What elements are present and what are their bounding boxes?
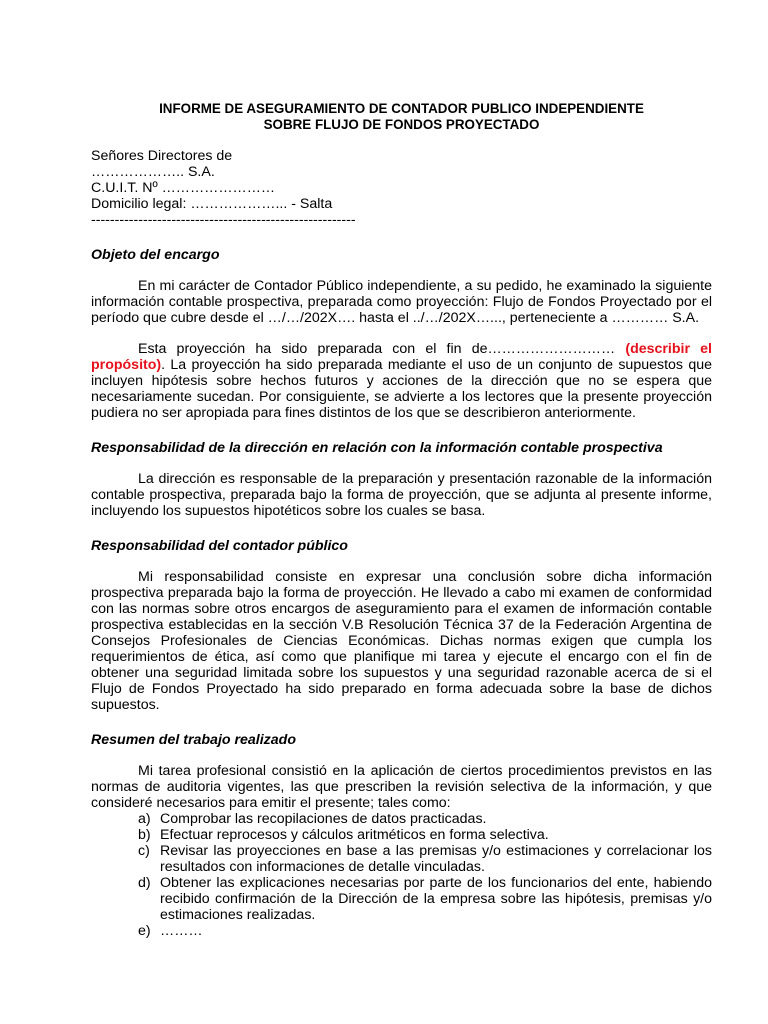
resp-contador-paragraph: Mi responsabilidad consiste en expresar una conclusión sobre dicha información prospectiva preparada bajo la forma de proyección. He llevado a cabo mi examen de conformidad con las normas sobre otros encargos de aseguramiento para el examen de información contable prospectiva establecidas en la sección V.B Resolución Técnica 37 de la Federación Argentina de Consejos Profesionales de Ciencias Económicas. Dichas normas exigen que cumpla los requerimientos de ética, así como que planifique mi tarea y ejecute el encargo con el fin de obtener una seguridad limitada sobre los supuestos y una seguridad razonable acerca de si el Flujo de Fondos Proyectado ha sido preparado en forma adecuada sobre la base de dichos supuestos.: [91, 569, 712, 713]
addressee-line-2: ……………….. S.A.: [91, 164, 215, 180]
purpose-placeholder: (describir el propósito): [91, 341, 712, 373]
addressee-line-1: Señores Directores de: [91, 148, 233, 164]
list-item: [91, 843, 712, 875]
list-item-text: Obtener las explicaciones necesarias por parte de los funcionarios del ente, habiendo recibido confirmación de la Dirección de la empresa sobre las hipótesis, premisas y/o estimaciones realizadas.: [160, 875, 712, 923]
list-item: [91, 827, 712, 843]
list-item-label: a): [138, 811, 151, 827]
procedures-list: [91, 811, 712, 939]
list-item-label: c): [138, 843, 150, 859]
document-title: [91, 101, 712, 133]
list-item-label: b): [138, 827, 151, 843]
list-item-text: Comprobar las recopilaciones de datos practicadas.: [160, 811, 487, 827]
list-item: [91, 811, 712, 827]
objeto-p2-start: Esta proyección ha sido preparada con el fin de………………………: [138, 341, 626, 357]
resumen-paragraph: Mi tarea profesional consistió en la aplicación de ciertos procedimientos previstos en las normas de auditoria vigentes, las que prescriben la revisión selectiva de la información, y que consideré necesarios para emitir el presente; tales como:: [91, 763, 712, 811]
addressee-separator: --------------------------------------------------------: [91, 212, 356, 228]
objeto-p2-end: . La proyección ha sido preparada mediante el uso de un conjunto de supuestos que incluyen hipótesis sobre hechos futuros y acciones de la dirección que no se espera que necesariamente sucedan. Por consiguiente, se advierte a los lectores que la presente proyección pudiera no ser apropiada para fines distintos de los que se describieron anteriormente.: [91, 357, 712, 421]
resp-direccion-paragraph: La dirección es responsable de la preparación y presentación razonable de la información contable prospectiva, preparada bajo la forma de proyección, que se adjunta al presente informe, incluyendo los supuestos hipotéticos sobre los cuales se basa.: [91, 471, 712, 519]
section-heading-resp-contador: Responsabilidad del contador público: [91, 538, 348, 554]
section-heading-resp-direccion: Responsabilidad de la dirección en relación con la información contable prospectiva: [91, 440, 663, 456]
objeto-paragraph-2: [91, 341, 712, 421]
title-line-2: SOBRE FLUJO DE FONDOS PROYECTADO: [263, 117, 540, 132]
list-item-text: Revisar las proyecciones en base a las premisas y/o estimaciones y correlacionar los resultados con informaciones de detalle vinculadas.: [160, 843, 712, 875]
section-heading-objeto: Objeto del encargo: [91, 247, 220, 263]
title-line-1: INFORME DE ASEGURAMIENTO DE CONTADOR PUBLICO INDEPENDIENTE: [159, 101, 644, 116]
addressee-block: [91, 148, 712, 228]
objeto-paragraph-1: En mi carácter de Contador Público independiente, a su pedido, he examinado la siguiente información contable prospectiva, preparada como proyección: Flujo de Fondos Proyectado por el período que cubre desde el …/…/202X…. hasta el ../…/202X…..., perteneciente a ………… S.A.: [91, 278, 712, 326]
list-item-label: e): [138, 923, 151, 939]
list-item-text: ………: [160, 923, 203, 939]
section-heading-resumen: Resumen del trabajo realizado: [91, 732, 296, 748]
list-item: [91, 875, 712, 923]
list-item-text: Efectuar reprocesos y cálculos aritméticos en forma selectiva.: [160, 827, 549, 843]
list-item-label: d): [138, 875, 151, 891]
addressee-cuit: C.U.I.T. Nº ……………………: [91, 180, 276, 196]
list-item: [91, 923, 712, 939]
addressee-domicilio: Domicilio legal: ………………... - Salta: [91, 196, 333, 212]
